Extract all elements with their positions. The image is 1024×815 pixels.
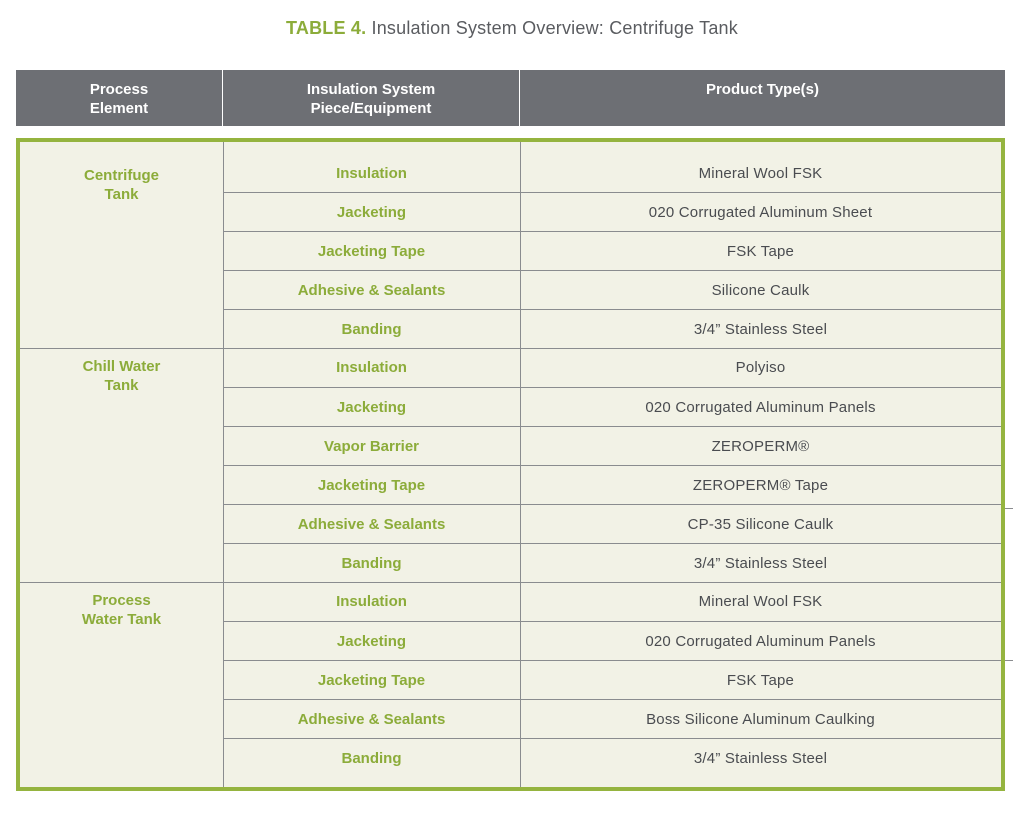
table-header [16,70,1005,126]
product-cell: Mineral Wool FSK [698,164,823,182]
piece-cell: Jacketing Tape [317,242,426,260]
header-process-element: Process Element [16,70,223,126]
product-cell: FSK Tape [726,671,795,689]
piece-cell: Jacketing [336,203,407,221]
table-row [223,426,1001,465]
piece-cell: Jacketing [336,398,407,416]
piece-cell: Jacketing Tape [317,671,426,689]
product-cell: CP-35 Silicone Caulk [687,515,834,533]
piece-cell: Banding [341,320,402,338]
table-row [223,348,1001,387]
table-row [223,387,1001,426]
product-cell: Silicone Caulk [711,281,810,299]
product-cell: 020 Corrugated Aluminum Panels [645,632,876,650]
product-cell: 020 Corrugated Aluminum Sheet [648,203,873,221]
table-row [223,660,1001,699]
product-cell: 3/4” Stainless Steel [693,320,828,338]
piece-cell: Banding [341,554,402,572]
table-row [223,465,1001,504]
piece-cell: Banding [341,749,402,767]
table-row [223,270,1001,309]
table-row [223,231,1001,270]
product-cell: FSK Tape [726,242,795,260]
table-row [223,699,1001,738]
table-row [223,192,1001,231]
table-row [223,582,1001,621]
table-row [223,504,1001,543]
process-element-label: Centrifuge Tank [84,167,159,203]
process-element-label: Process Water Tank [81,592,162,628]
table-row [223,543,1001,582]
table-row [223,309,1001,348]
product-cell: 020 Corrugated Aluminum Panels [645,398,876,416]
table-row [223,621,1001,660]
header-product-types: Product Type(s) [705,81,820,98]
product-cell: 3/4” Stainless Steel [693,749,828,767]
piece-cell: Insulation [336,593,407,610]
table-caption: Insulation System Overview: Centrifuge Tank [366,18,738,38]
product-cell: ZEROPERM® Tape [692,476,829,494]
product-cell: Boss Silicone Aluminum Caulking [646,710,875,728]
product-cell: Polyiso [735,359,786,376]
piece-cell: Jacketing [336,632,407,650]
table-number: TABLE 4. [286,18,367,38]
edge-tick [1005,660,1013,661]
edge-tick [1005,508,1013,509]
table-title [0,18,1024,39]
process-element-label: Chill Water Tank [82,358,161,394]
product-cell: ZEROPERM® [711,437,810,455]
product-cell: 3/4” Stainless Steel [693,554,828,572]
table-body [16,138,1005,791]
piece-cell: Insulation [336,164,407,182]
product-cell: Mineral Wool FSK [698,593,823,610]
piece-cell: Jacketing Tape [317,476,426,494]
piece-cell: Vapor Barrier [323,437,420,455]
piece-cell: Adhesive & Sealants [297,281,446,299]
header-insulation-piece: Insulation System Piece/Equipment [223,70,520,126]
piece-cell: Insulation [336,359,407,376]
table-row [223,738,1001,777]
piece-cell: Adhesive & Sealants [297,515,446,533]
piece-cell: Adhesive & Sealants [297,710,446,728]
table-row [223,142,1001,192]
